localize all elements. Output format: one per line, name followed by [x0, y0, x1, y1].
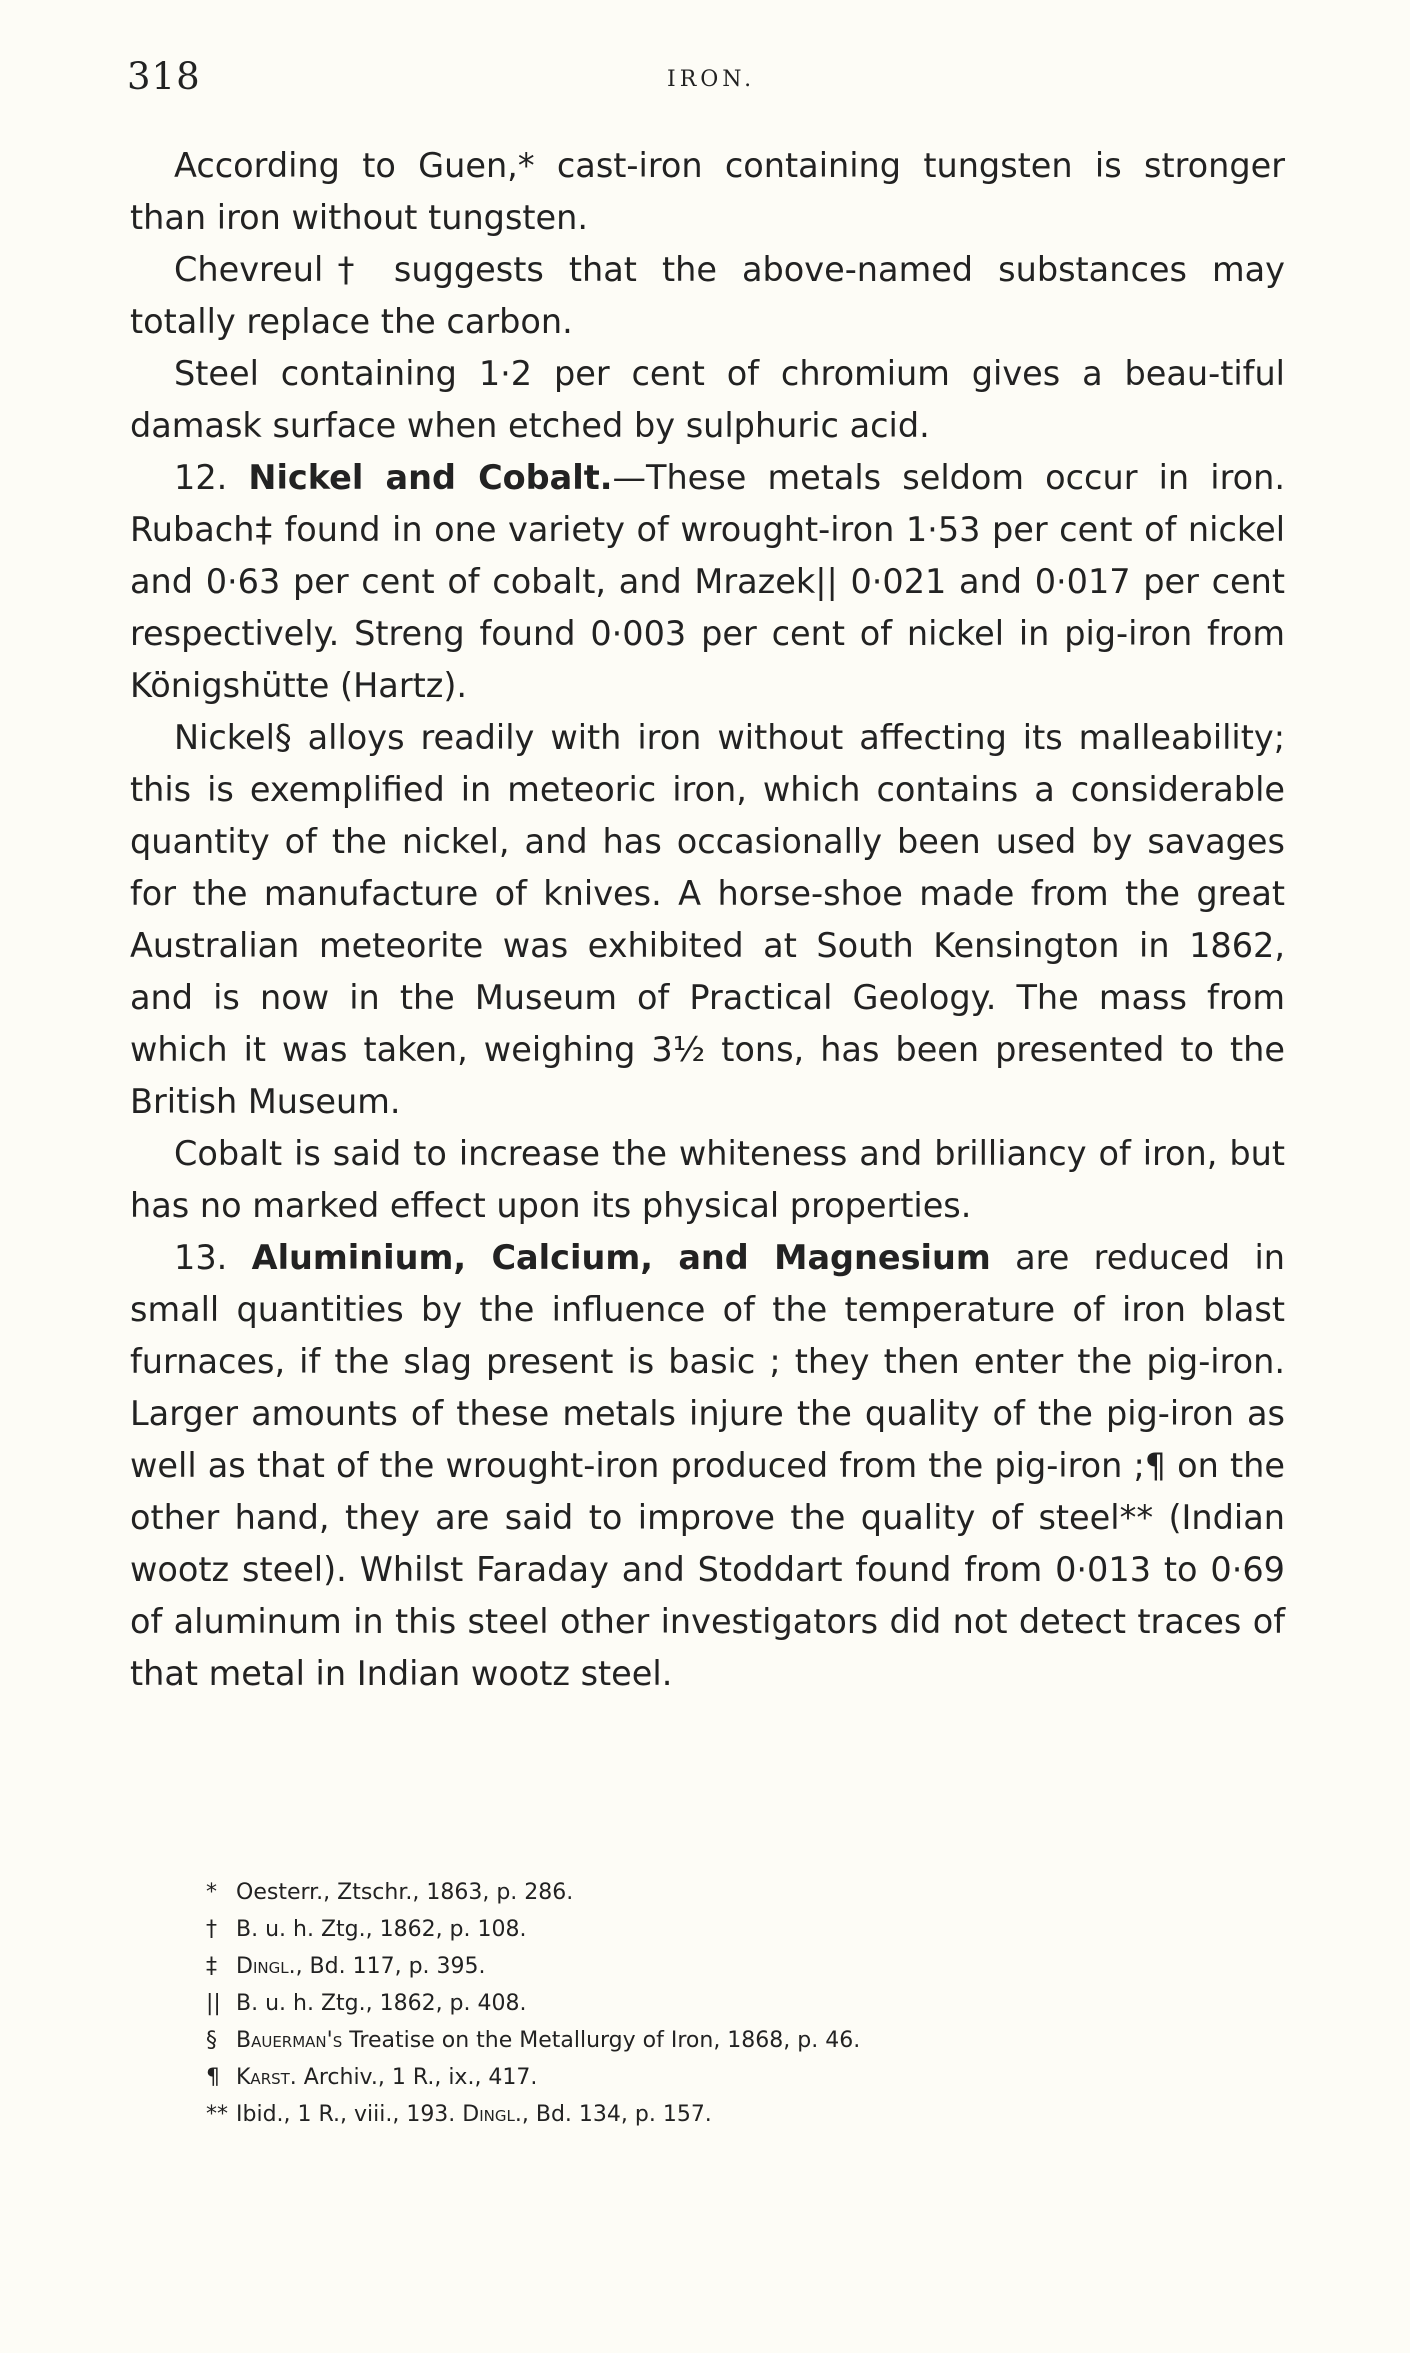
footnote-text: , Bd. 117, p. 395.: [295, 1954, 486, 1979]
footnote: [206, 1911, 1216, 1948]
paragraph: Cobalt is said to increase the whiteness and brilliancy of iron, but has no marked effect upon its physical properties.: [130, 1134, 1285, 1225]
section-title: Aluminium, Calcium, and Magnesium: [251, 1238, 991, 1277]
paragraph-section-12: [130, 452, 1285, 712]
footnote-text: B. u. h. Ztg., 1862, p. 408.: [236, 1991, 527, 2016]
footnote-mark: **: [206, 2102, 228, 2127]
footnote-text: Archiv., 1 R., ix., 417.: [296, 2065, 538, 2090]
body-text: [130, 140, 1285, 1700]
footnote-author: Dingl.: [236, 1954, 296, 1979]
section-number: 13.: [174, 1238, 228, 1277]
paragraph: According to Guen,* cast-iron containing tungsten is stronger than iron without tungsten.: [130, 146, 1285, 237]
footnote-mark: ¶: [206, 2065, 220, 2090]
footnote: [206, 1985, 1216, 2022]
section-title: Nickel and Cobalt.: [248, 458, 613, 497]
paragraph: Nickel§ alloys readily with iron without affecting its malleability; this is exemplified in meteoric iron, which contains a considerable quantity of the nickel, and has occasionally been used by savages for the manufacture of knives. A horse-shoe made from the great Australian meteorite was exhibited at South Kensington in 1862, and is now in the Museum of Practical Geology. The mass from which it was taken, weighing 3½ tons, has been presented to the British Museum.: [130, 718, 1285, 1121]
footnote: [206, 2059, 1216, 2096]
running-head: IRON.: [667, 67, 756, 92]
footnote: [206, 1874, 1216, 1911]
footnote-text: B. u. h. Ztg., 1862, p. 108.: [236, 1917, 527, 1942]
footnote: [206, 2096, 1216, 2133]
paragraph-section-13: [130, 1232, 1285, 1700]
footnote-text: Treatise on the Metallurgy of Iron, 1868, p. 46.: [342, 2028, 861, 2053]
footnote-text: Oesterr., Ztschr., 1863, p. 286.: [236, 1880, 574, 1905]
footnote-mark: ||: [206, 1991, 221, 2016]
footnote-author: Bauerman's: [236, 2028, 343, 2053]
section-text: are reduced in small quantities by the influence of the temperature of iron blast furnaces, if the slag present is basic ; they then enter the pig-iron. Larger amounts of these metals injure the quality of the pig-iron as well as that of the wrought-iron produced from the pig-iron ;¶ on the other hand, they are said to improve the quality of steel** (Indian wootz steel). Whilst Faraday and Stoddart found from 0·013 to 0·69 of aluminum in this steel other investigators did not detect traces of that metal in Indian wootz steel.: [130, 1238, 1285, 1693]
footnote-text: , Bd. 134, p. 157.: [521, 2102, 712, 2127]
footnotes: [206, 1874, 1216, 2133]
footnote: [206, 1948, 1216, 1985]
page-header: [127, 55, 1287, 105]
footnote-mark: †: [206, 1917, 217, 1942]
paragraph: Steel containing 1·2 per cent of chromium gives a beau-tiful damask surface when etched by sulphuric acid.: [130, 354, 1285, 445]
footnote-mark: §: [206, 2028, 217, 2053]
footnote-mark: *: [206, 1880, 217, 1905]
footnote: [206, 2022, 1216, 2059]
footnote-mark: ‡: [206, 1954, 217, 1979]
section-number: 12.: [174, 458, 228, 497]
footnote-author: Dingl.: [462, 2102, 522, 2127]
paragraph: Chevreul† suggests that the above-named substances may totally replace the carbon.: [130, 250, 1285, 341]
footnote-author: Karst.: [236, 2065, 297, 2090]
footnote-text: Ibid., 1 R., viii., 193.: [236, 2102, 463, 2127]
page-number: 318: [127, 55, 201, 98]
section-text: —These metals seldom occur in iron. Rubach‡ found in one variety of wrought-iron 1·53 per cent of nickel and 0·63 per cent of cobalt, and Mrazek|| 0·021 and 0·017 per cent respectively. Streng found 0·003 per cent of nickel in pig-iron from Königshütte (Hartz).: [130, 458, 1285, 705]
